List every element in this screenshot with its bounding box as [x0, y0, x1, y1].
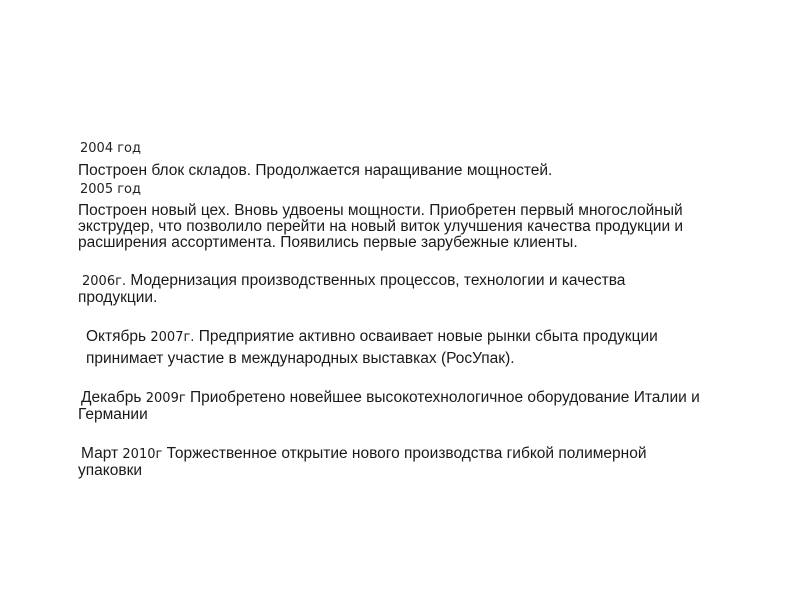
entry-2006-line-2: продукции.	[78, 289, 158, 306]
entry-2005-line-1: Построен новый цех. Вновь удвоены мощности. Приобретен первый многослойный	[78, 202, 683, 219]
entry-2006-date: 2006г.	[82, 274, 127, 289]
entry-2010-date: 2010г	[122, 447, 163, 462]
entry-2009-date: 2009г	[145, 391, 186, 406]
entry-2007-month: Октябрь	[86, 328, 151, 345]
entry-2006	[82, 273, 625, 290]
entry-2004-text: Построен блок складов. Продолжается наращивание мощностей.	[78, 162, 553, 179]
entry-2009-month: Декабрь	[81, 389, 146, 406]
entry-2010-line-1	[81, 446, 646, 463]
entry-2010-line-2: упаковки	[78, 462, 143, 479]
entry-2010	[81, 446, 646, 463]
year-2004-heading: 2004 год	[80, 141, 141, 156]
entry-2005-text	[78, 203, 683, 251]
entry-2007-text: Предприятие активно осваивает новые рынки сбыта продукции	[194, 328, 658, 345]
entry-2009-text: Приобретено новейшее высокотехнологичное оборудование Италии и	[185, 389, 700, 406]
entry-2006-line-1	[82, 273, 625, 290]
entry-2006-text: Модернизация производственных процессов, технологии и качества	[126, 272, 626, 289]
entry-2007-line-1	[86, 329, 658, 346]
entry-2005-line-2: экструдер, что позволило перейти на новый виток улучшения качества продукции и	[78, 218, 684, 235]
entry-2009	[81, 390, 700, 407]
entry-2005-line-3: расширения ассортимента. Появились первые зарубежные клиенты.	[78, 234, 578, 251]
entry-2010-text: Торжественное открытие нового производства гибкой полимерной	[162, 445, 647, 462]
entry-2007-line-2: принимает участие в международных выставках (РосУпак).	[86, 350, 515, 367]
entry-2007	[86, 329, 658, 346]
entry-2007-date: 2007г.	[150, 330, 195, 345]
entry-2009-line-1	[81, 390, 700, 407]
entry-2009-line-2: Германии	[78, 406, 148, 423]
entry-2010-month: Март	[81, 445, 123, 462]
year-2005-heading: 2005 год	[80, 182, 141, 197]
